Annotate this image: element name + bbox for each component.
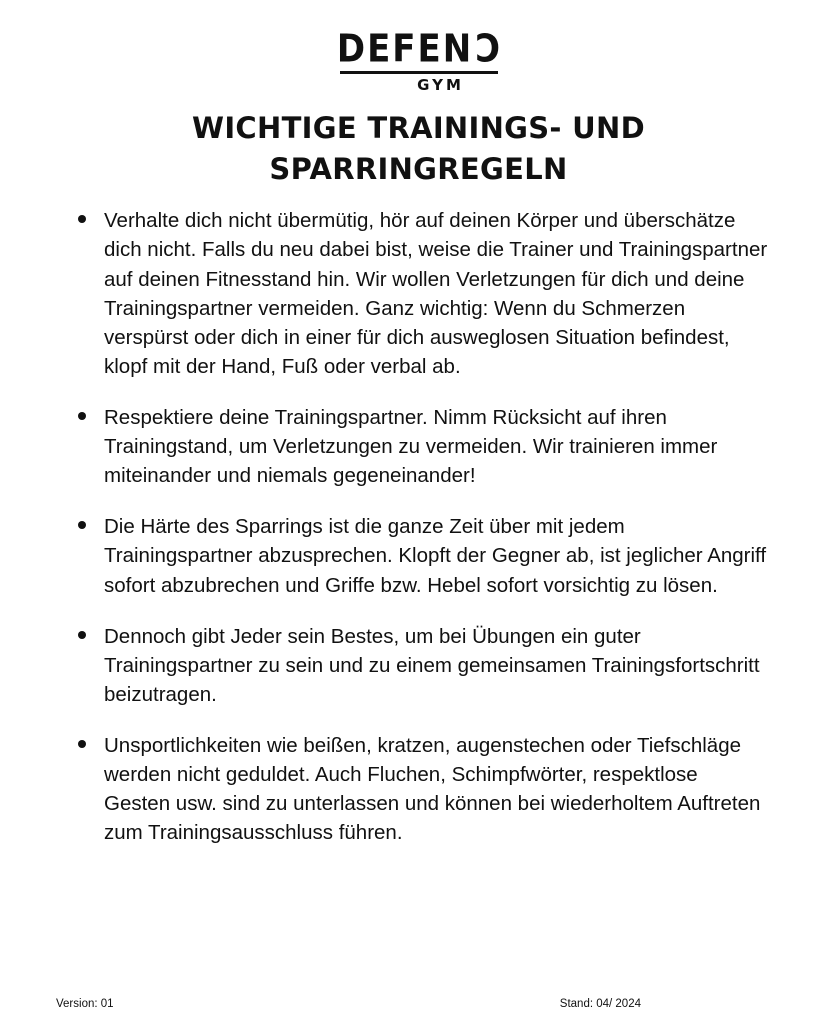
footer-version: Version: 01 [56,998,114,1010]
bullet-icon [78,215,86,223]
list-item [72,731,769,847]
brand-wordmark-text: DEFEN [336,26,474,72]
footer-date: Stand: 04/ 2024 [559,998,641,1010]
bullet-icon [78,521,86,529]
brand-wordmark-mirrored-letter: C [473,26,501,72]
brand-logo [0,0,837,94]
rule-text: Die Härte des Sparrings ist die ganze Zeit über mit jedem Trainingspartner abzusprechen. Klopft der Gegner ab, ist jeglicher Angriff sofort abzubrechen und Griffe bzw. Hebel sofort vorsichtig zu lösen. [104,515,767,597]
rules-list [0,206,837,847]
brand-divider-line [340,71,498,74]
page-title: WICHTIGE TRAININGS- UND SPARRINGREGELN [192,111,645,187]
bullet-icon [78,412,86,420]
rule-text: Verhalte dich nicht übermütig, hör auf deinen Körper und überschätze dich nicht. Falls du neu dabei bist, weise die Trainer und Trainingspartner auf deinen Fitnesstand hin. Wir wollen Verletzungen für dich und deine Trainingspartner vermeiden. Ganz wichtig: Wenn du Schmerzen verspürst oder dich in einer für dich ausweglosen Situation befindest, klopf mit der Hand, Fuß oder verbal ab. [104,209,768,378]
rule-text: Dennoch gibt Jeder sein Bestes, um bei Übungen ein guter Trainingspartner zu sein und zu einem gemeinsamen Trainingsfortschritt beizutragen. [104,624,760,706]
bullet-icon [78,740,86,748]
rule-text: Respektiere deine Trainingspartner. Nimm Rücksicht auf ihren Trainingstand, um Verletzungen zu vermeiden. Wir trainieren immer miteinander und niemals gegeneinander! [104,406,718,488]
brand-wordmark [336,26,501,72]
list-item [72,512,769,599]
list-item [72,403,769,490]
page-footer [0,998,837,1010]
bullet-icon [78,631,86,639]
brand-subtitle: GYM [417,76,464,94]
rule-text: Unsportlichkeiten wie beißen, kratzen, augenstechen oder Tiefschläge werden nicht geduldet. Auch Fluchen, Schimpfwörter, respektlose Gesten usw. sind zu unterlassen und können bei wiederholtem Auftreten zum Trainingsausschluss führen. [104,733,761,845]
list-item [72,622,769,709]
list-item [72,206,769,381]
